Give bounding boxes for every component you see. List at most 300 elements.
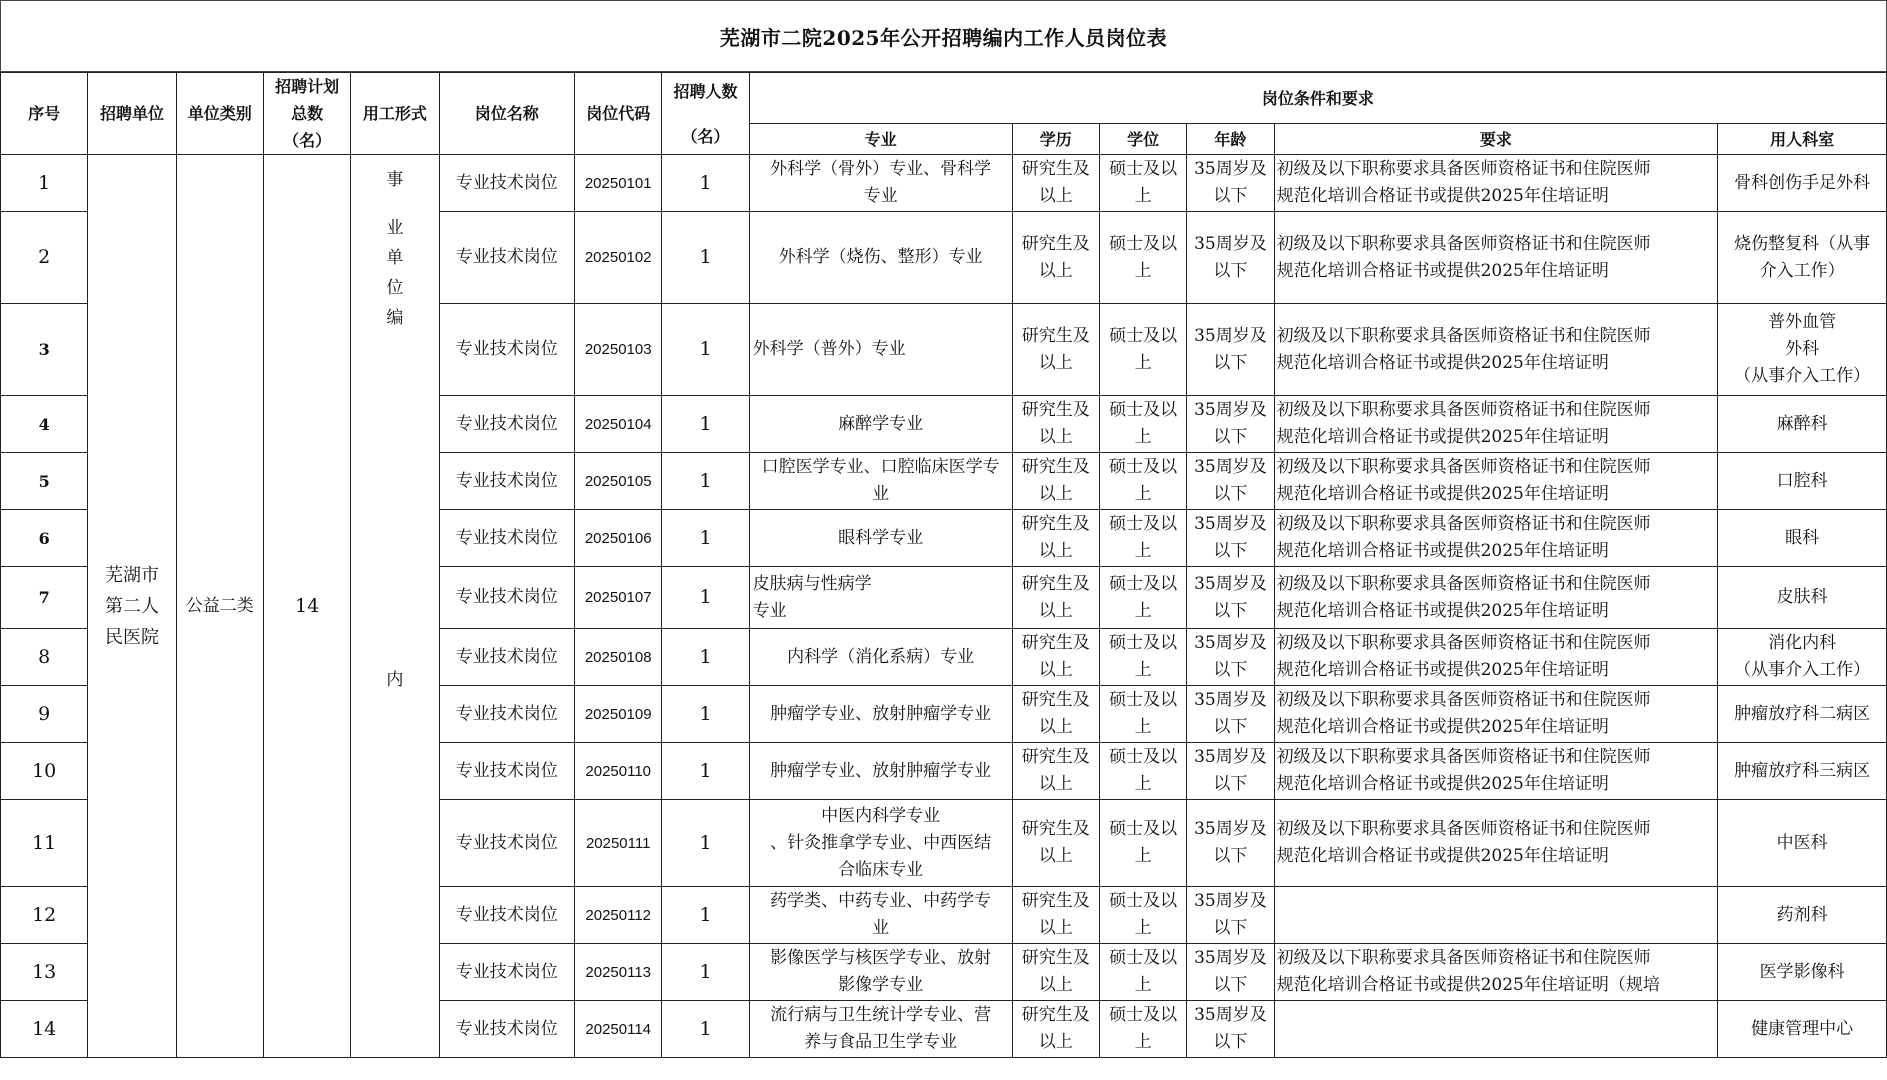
department — [1718, 944, 1887, 1001]
header-age: 年龄 — [1187, 124, 1274, 155]
recruit-count: 1 — [662, 567, 749, 629]
major — [749, 887, 1012, 944]
education-line: 以上 — [1038, 918, 1073, 938]
requirements-line: 规范化培训合格证书或提供2025年住培证明 — [1276, 484, 1609, 504]
department-line: 骨科创伤手足外科 — [1734, 172, 1871, 193]
header-plan-total-line: （名） — [283, 131, 332, 150]
age-line: 以下 — [1213, 846, 1248, 866]
recruit-count: 1 — [662, 887, 749, 944]
education-line: 以上 — [1038, 186, 1073, 206]
education — [1012, 453, 1099, 510]
education — [1012, 396, 1099, 453]
recruit-count: 1 — [662, 800, 749, 887]
degree — [1099, 212, 1186, 304]
degree-line: 硕士及以 — [1109, 690, 1178, 710]
requirements-line: 初级及以下职称要求具备医师资格证书和住院医师 — [1276, 233, 1651, 254]
age-line: 35周岁及 — [1194, 159, 1267, 179]
requirements-line: 初级及以下职称要求具备医师资格证书和住院医师 — [1276, 819, 1651, 839]
header-plan-total — [263, 73, 350, 155]
age — [1187, 567, 1274, 629]
header-requirements: 要求 — [1274, 124, 1718, 155]
department — [1718, 510, 1887, 567]
recruit-count: 1 — [662, 304, 749, 396]
major — [749, 155, 1012, 212]
major — [749, 212, 1012, 304]
requirements — [1274, 743, 1718, 800]
department — [1718, 212, 1887, 304]
education-line: 研究生及 — [1021, 633, 1090, 653]
major-line: 养与食品卫生学专业 — [804, 1032, 958, 1052]
requirements-line: 初级及以下职称要求具备医师资格证书和住院医师 — [1276, 573, 1651, 594]
recruiting-unit-line: 芜湖市 — [104, 564, 159, 586]
education-line: 研究生及 — [1021, 514, 1090, 534]
requirements — [1274, 510, 1718, 567]
department-line: 普外血管 — [1768, 312, 1837, 332]
row-serial: 11 — [1, 800, 88, 887]
requirements-line: 规范化培训合格证书或提供2025年住培证明 — [1276, 774, 1609, 794]
degree-line: 硕士及以 — [1109, 514, 1178, 534]
post-code: 20250109 — [575, 686, 662, 743]
post-code: 20250112 — [575, 887, 662, 944]
row-serial: 10 — [1, 743, 88, 800]
requirements — [1274, 396, 1718, 453]
post-code: 20250101 — [575, 155, 662, 212]
requirements-line: 规范化培训合格证书或提供2025年住培证明 — [1276, 186, 1609, 206]
major-line: 流行病与卫生统计学专业、营 — [770, 1005, 992, 1025]
education — [1012, 944, 1099, 1001]
recruit-count: 1 — [662, 510, 749, 567]
sheet-title: 芜湖市二院2025年公开招聘编内工作人员岗位表 — [0, 0, 1887, 72]
age-line: 35周岁及 — [1194, 400, 1267, 420]
requirements-line: 规范化培训合格证书或提供2025年住培证明 — [1276, 260, 1609, 281]
degree — [1099, 944, 1186, 1001]
age — [1187, 396, 1274, 453]
education-line: 研究生及 — [1021, 233, 1090, 254]
major — [749, 567, 1012, 629]
row-serial: 2 — [1, 212, 88, 304]
education-line: 以上 — [1038, 541, 1073, 561]
degree-line: 上 — [1134, 1032, 1152, 1052]
recruit-count: 1 — [662, 944, 749, 1001]
age-line: 以下 — [1213, 918, 1248, 938]
requirements-line: 初级及以下职称要求具备医师资格证书和住院医师 — [1276, 457, 1651, 477]
employment-form-char: 业 — [386, 218, 404, 238]
plan-total: 14 — [263, 155, 350, 1058]
unit-type: 公益二类 — [176, 155, 263, 1058]
header-education: 学历 — [1012, 124, 1099, 155]
department-line: 消化内科 — [1768, 633, 1837, 653]
major — [749, 629, 1012, 686]
education — [1012, 887, 1099, 944]
recruiting-unit-line: 第二人 — [104, 595, 159, 617]
positions-table — [0, 72, 1887, 1058]
age — [1187, 155, 1274, 212]
requirements-line: 初级及以下职称要求具备医师资格证书和住院医师 — [1276, 400, 1651, 420]
department-line: 健康管理中心 — [1751, 1018, 1854, 1039]
education-line: 以上 — [1038, 600, 1073, 621]
recruit-count: 1 — [662, 212, 749, 304]
post-name: 专业技术岗位 — [439, 567, 574, 629]
department — [1718, 686, 1887, 743]
post-name: 专业技术岗位 — [439, 510, 574, 567]
degree-line: 上 — [1134, 774, 1152, 794]
age-line: 35周岁及 — [1194, 891, 1267, 911]
header-unit-type: 单位类别 — [176, 73, 263, 155]
age-line: 35周岁及 — [1194, 690, 1267, 710]
degree-line: 上 — [1134, 975, 1152, 995]
age — [1187, 510, 1274, 567]
post-code: 20250103 — [575, 304, 662, 396]
post-code: 20250106 — [575, 510, 662, 567]
age — [1187, 887, 1274, 944]
degree — [1099, 1001, 1186, 1058]
header-plan-total-line: 招聘计划 — [275, 77, 340, 96]
education-line: 研究生及 — [1021, 948, 1090, 968]
employment-form — [351, 155, 439, 1058]
degree — [1099, 453, 1186, 510]
education-line: 以上 — [1038, 774, 1073, 794]
department-line: （从事介入工作） — [1734, 660, 1871, 680]
major-line: 肿瘤学专业、放射肿瘤学专业 — [770, 760, 992, 781]
post-name: 专业技术岗位 — [439, 396, 574, 453]
department-line: 麻醉科 — [1776, 413, 1828, 434]
requirements-line: 规范化培训合格证书或提供2025年住培证明 — [1276, 600, 1609, 621]
major-line: 口腔医学专业、口腔临床医学专 — [761, 457, 1000, 477]
post-name: 专业技术岗位 — [439, 212, 574, 304]
row-serial: 5 — [1, 453, 88, 510]
age-line: 以下 — [1213, 975, 1248, 995]
age-line: 35周岁及 — [1194, 633, 1267, 653]
recruit-count: 1 — [662, 155, 749, 212]
degree-line: 硕士及以 — [1109, 1005, 1178, 1025]
degree-line: 上 — [1134, 600, 1152, 621]
age-line: 以下 — [1213, 774, 1248, 794]
header-recruit-count-line: 招聘人数 — [673, 81, 738, 101]
major — [749, 396, 1012, 453]
education — [1012, 686, 1099, 743]
degree — [1099, 887, 1186, 944]
age — [1187, 629, 1274, 686]
degree-line: 硕士及以 — [1109, 891, 1178, 911]
employment-form-char: 单 — [386, 248, 404, 268]
education-line: 以上 — [1038, 352, 1073, 373]
major-line: 影像医学与核医学专业、放射 — [770, 948, 992, 968]
major — [749, 944, 1012, 1001]
row-serial: 3 — [1, 304, 88, 396]
department — [1718, 629, 1887, 686]
education — [1012, 155, 1099, 212]
age-line: 35周岁及 — [1194, 819, 1267, 839]
education — [1012, 629, 1099, 686]
major-line: 专业 — [752, 600, 787, 621]
table-row — [1, 155, 1887, 212]
requirements — [1274, 304, 1718, 396]
education-line: 研究生及 — [1021, 573, 1090, 594]
post-code: 20250105 — [575, 453, 662, 510]
employment-form-char: 位 — [386, 278, 404, 298]
requirements-line: 规范化培训合格证书或提供2025年住培证明 — [1276, 352, 1609, 373]
degree — [1099, 800, 1186, 887]
degree-line: 上 — [1134, 484, 1152, 504]
major-line: 内科学（消化系病）专业 — [787, 646, 975, 667]
requirements — [1274, 567, 1718, 629]
age-line: 以下 — [1213, 186, 1248, 206]
education-line: 以上 — [1038, 260, 1073, 281]
degree-line: 上 — [1134, 660, 1152, 680]
degree-line: 上 — [1134, 352, 1152, 373]
age — [1187, 944, 1274, 1001]
department-line: 口腔科 — [1776, 470, 1828, 491]
requirements-line: 初级及以下职称要求具备医师资格证书和住院医师 — [1276, 159, 1651, 179]
major — [749, 800, 1012, 887]
recruit-count: 1 — [662, 686, 749, 743]
department — [1718, 453, 1887, 510]
age-line: 以下 — [1213, 600, 1248, 621]
requirements-line: 规范化培训合格证书或提供2025年住培证明 — [1276, 427, 1609, 447]
department-line: 中医科 — [1776, 832, 1828, 853]
age — [1187, 800, 1274, 887]
recruit-count: 1 — [662, 743, 749, 800]
header-department: 用人科室 — [1718, 124, 1887, 155]
post-code: 20250111 — [575, 800, 662, 887]
age-line: 35周岁及 — [1194, 1005, 1267, 1025]
degree — [1099, 567, 1186, 629]
requirements-line: 初级及以下职称要求具备医师资格证书和住院医师 — [1276, 325, 1651, 346]
age — [1187, 304, 1274, 396]
requirements-line: 规范化培训合格证书或提供2025年住培证明（规培 — [1276, 975, 1660, 995]
employment-form-char: 事 — [386, 170, 404, 190]
post-name: 专业技术岗位 — [439, 1001, 574, 1058]
requirements — [1274, 212, 1718, 304]
department-line: 烧伤整复科（从事 — [1734, 233, 1871, 254]
row-serial: 4 — [1, 396, 88, 453]
department-line: （从事介入工作） — [1734, 366, 1871, 386]
age — [1187, 743, 1274, 800]
age-line: 以下 — [1213, 484, 1248, 504]
education-line: 研究生及 — [1021, 819, 1090, 839]
age-line: 35周岁及 — [1194, 514, 1267, 534]
requirements-line: 规范化培训合格证书或提供2025年住培证明 — [1276, 717, 1609, 737]
education-line: 以上 — [1038, 717, 1073, 737]
degree-line: 硕士及以 — [1109, 633, 1178, 653]
major-line: 中医内科学专业 — [821, 805, 941, 826]
post-name: 专业技术岗位 — [439, 743, 574, 800]
major-line: 麻醉学专业 — [838, 413, 924, 434]
post-code: 20250102 — [575, 212, 662, 304]
post-code: 20250114 — [575, 1001, 662, 1058]
age-line: 35周岁及 — [1194, 747, 1267, 767]
department-line: 外科 — [1785, 339, 1820, 359]
post-code: 20250113 — [575, 944, 662, 1001]
degree-line: 上 — [1134, 717, 1152, 737]
major — [749, 304, 1012, 396]
department-line: 皮肤科 — [1776, 587, 1828, 607]
degree-line: 硕士及以 — [1109, 400, 1178, 420]
header-plan-total-line: 总数 — [291, 104, 324, 123]
major-line: 业 — [872, 918, 890, 938]
age-line: 35周岁及 — [1194, 948, 1267, 968]
requirements-line: 初级及以下职称要求具备医师资格证书和住院医师 — [1276, 747, 1651, 767]
age — [1187, 1001, 1274, 1058]
header-unit: 招聘单位 — [88, 73, 176, 155]
employment-form-char: 内 — [386, 670, 404, 690]
row-serial: 12 — [1, 887, 88, 944]
major-line: 影像学专业 — [838, 975, 924, 995]
degree-line: 上 — [1134, 541, 1152, 561]
age-line: 35周岁及 — [1194, 457, 1267, 477]
education-line: 研究生及 — [1021, 400, 1090, 420]
recruit-count: 1 — [662, 1001, 749, 1058]
education — [1012, 567, 1099, 629]
requirements — [1274, 155, 1718, 212]
department — [1718, 743, 1887, 800]
department — [1718, 800, 1887, 887]
requirements-line: 初级及以下职称要求具备医师资格证书和住院医师 — [1276, 948, 1651, 968]
education-line: 研究生及 — [1021, 891, 1090, 911]
header-recruit-count-line: （名） — [681, 126, 730, 146]
major — [749, 1001, 1012, 1058]
department-line: 肿瘤放疗科三病区 — [1734, 760, 1871, 781]
major — [749, 510, 1012, 567]
requirements — [1274, 887, 1718, 944]
post-name: 专业技术岗位 — [439, 800, 574, 887]
requirements-line: 初级及以下职称要求具备医师资格证书和住院医师 — [1276, 514, 1651, 534]
education-line: 以上 — [1038, 484, 1073, 504]
major-line: 外科学（烧伤、整形）专业 — [778, 247, 983, 267]
education-line: 以上 — [1038, 427, 1073, 447]
education-line: 研究生及 — [1021, 457, 1090, 477]
post-name: 专业技术岗位 — [439, 629, 574, 686]
requirements-line: 规范化培训合格证书或提供2025年住培证明 — [1276, 541, 1609, 561]
age — [1187, 686, 1274, 743]
education-line: 研究生及 — [1021, 690, 1090, 710]
education-line: 以上 — [1038, 1032, 1073, 1052]
degree-line: 硕士及以 — [1109, 457, 1178, 477]
degree — [1099, 510, 1186, 567]
requirements — [1274, 800, 1718, 887]
education — [1012, 510, 1099, 567]
requirements — [1274, 453, 1718, 510]
major-line: 业 — [872, 484, 890, 504]
employment-form-char: 编 — [386, 308, 404, 328]
recruit-count: 1 — [662, 629, 749, 686]
requirements-line: 初级及以下职称要求具备医师资格证书和住院医师 — [1276, 690, 1651, 710]
major-line: 合临床专业 — [838, 859, 924, 880]
requirements-line: 初级及以下职称要求具备医师资格证书和住院医师 — [1276, 633, 1651, 653]
department-line: 介入工作） — [1759, 260, 1845, 281]
requirements — [1274, 629, 1718, 686]
degree-line: 上 — [1134, 846, 1152, 866]
row-serial: 14 — [1, 1001, 88, 1058]
age — [1187, 212, 1274, 304]
major-line: 外科学（骨外）专业、骨科学 — [770, 159, 992, 179]
header-degree: 学位 — [1099, 124, 1186, 155]
major-line: 专业 — [863, 186, 898, 206]
age-line: 35周岁及 — [1194, 573, 1267, 594]
post-name: 专业技术岗位 — [439, 453, 574, 510]
post-name: 专业技术岗位 — [439, 686, 574, 743]
degree-line: 硕士及以 — [1109, 948, 1178, 968]
education-line: 以上 — [1038, 975, 1073, 995]
major — [749, 453, 1012, 510]
recruit-count: 1 — [662, 453, 749, 510]
education — [1012, 212, 1099, 304]
post-code: 20250104 — [575, 396, 662, 453]
row-serial: 13 — [1, 944, 88, 1001]
degree-line: 硕士及以 — [1109, 819, 1178, 839]
row-serial: 8 — [1, 629, 88, 686]
post-code: 20250110 — [575, 743, 662, 800]
major-line: 肿瘤学专业、放射肿瘤学专业 — [770, 703, 992, 724]
degree — [1099, 155, 1186, 212]
department — [1718, 304, 1887, 396]
row-serial: 7 — [1, 567, 88, 629]
age-line: 以下 — [1213, 260, 1248, 281]
table-body — [1, 155, 1887, 1058]
degree-line: 上 — [1134, 260, 1152, 281]
recruiting-unit — [88, 155, 176, 1058]
requirements — [1274, 686, 1718, 743]
major-line: 药学类、中药专业、中药学专 — [770, 891, 992, 911]
degree-line: 硕士及以 — [1109, 325, 1178, 346]
degree — [1099, 629, 1186, 686]
department — [1718, 155, 1887, 212]
header-major: 专业 — [749, 124, 1012, 155]
degree-line: 上 — [1134, 186, 1152, 206]
degree — [1099, 743, 1186, 800]
age-line: 以下 — [1213, 541, 1248, 561]
degree — [1099, 304, 1186, 396]
row-serial: 9 — [1, 686, 88, 743]
education-line: 以上 — [1038, 660, 1073, 680]
requirements-line: 规范化培训合格证书或提供2025年住培证明 — [1276, 660, 1609, 680]
recruit-count: 1 — [662, 396, 749, 453]
education — [1012, 743, 1099, 800]
education-line: 研究生及 — [1021, 1005, 1090, 1025]
department — [1718, 887, 1887, 944]
major-line: 、针灸推拿学专业、中西医结 — [770, 832, 992, 853]
recruiting-unit-line: 民医院 — [104, 626, 159, 648]
degree — [1099, 396, 1186, 453]
row-serial: 6 — [1, 510, 88, 567]
education-line: 研究生及 — [1021, 325, 1090, 346]
requirements — [1274, 1001, 1718, 1058]
header-conditions: 岗位条件和要求 — [749, 73, 1886, 124]
education-line: 以上 — [1038, 846, 1073, 866]
department-line: 医学影像科 — [1759, 961, 1845, 982]
degree-line: 硕士及以 — [1109, 233, 1178, 254]
header-recruit-count — [662, 73, 749, 155]
education-line: 研究生及 — [1021, 159, 1090, 179]
age-line: 以下 — [1213, 427, 1248, 447]
department — [1718, 396, 1887, 453]
header-post-code: 岗位代码 — [575, 73, 662, 155]
requirements — [1274, 944, 1718, 1001]
department-line: 眼科 — [1785, 527, 1820, 548]
degree-line: 上 — [1134, 918, 1152, 938]
department-line: 药剂科 — [1776, 904, 1828, 925]
post-code: 20250108 — [575, 629, 662, 686]
age-line: 以下 — [1213, 660, 1248, 680]
department — [1718, 1001, 1887, 1058]
education — [1012, 304, 1099, 396]
age — [1187, 453, 1274, 510]
age-line: 以下 — [1213, 1032, 1248, 1052]
post-code: 20250107 — [575, 567, 662, 629]
age-line: 以下 — [1213, 352, 1248, 373]
major-line: 眼科学专业 — [838, 527, 924, 548]
post-name: 专业技术岗位 — [439, 944, 574, 1001]
